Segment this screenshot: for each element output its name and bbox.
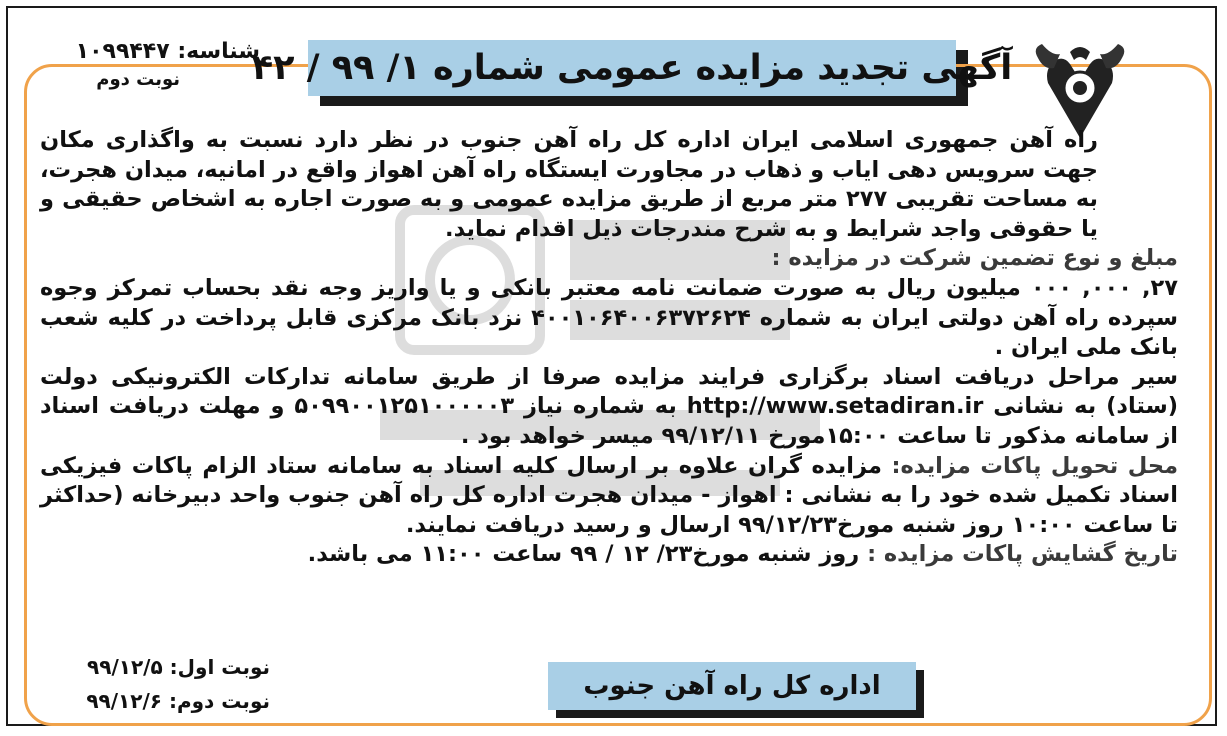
opening-heading: تاریخ گشایش پاکات مزایده : — [867, 541, 1178, 568]
intro-paragraph: راه آهن جمهوری اسلامی ایران اداره کل راه آهن جنوب در نظر دارد نسبت به واگذاری مکان جهت سرویس دهی ایاب و ذهاب در مجاورت ایستگاه راه آهن اهواز واقع در امانیه، میدان هجرت، به مساحت تقریبی ۲۷۷ متر مربع از طریق مزایده عمومی و به صورت اجاره به اشخاص حقیقی و یا حقوقی واجد شرایط و به شرح مندرجات ذیل اقدام نماید. — [40, 127, 1098, 242]
turn-first: نوبت اول: ۹۹/۱۲/۵ — [87, 655, 270, 679]
serial-block — [30, 38, 260, 94]
guarantee-paragraph: ۲۷, ۰۰۰, ۰۰۰ میلیون ریال به صورت ضمانت نامه معتبر بانکی و یا واریز وجه نقد بحساب تمرکز وجوه سپرده راه آهن دولتی ایران به شماره ۴۰۰۱۰۶۴۰۰۶۳۷۲۶۲۴ نزد بانک مرکزی قابل پرداخت در کلیه شعب بانک ملی ایران . — [40, 274, 1179, 361]
organization-box — [548, 662, 916, 710]
announcement-body — [40, 126, 1178, 570]
organization-name: اداره کل راه آهن جنوب — [583, 671, 881, 701]
delivery-text: مزایده گران علاوه بر ارسال کلیه اسناد به سامانه ستاد الزام پاکات فیزیکی اسناد تکمیل شده خود را به نشانی : اهواز - میدان هجرت اداره کل راه آهن جنوب واحد دبیرخانه (حداکثر تا ساعت ۱۰:۰۰ روز شنبه مورخ۹۹/۱۲/۲۳ ارسال و رسید دریافت نمایند. — [40, 452, 1178, 538]
process-paragraph: سیر مراحل دریافت اسناد برگزاری فرایند مزایده صرفا از طریق سامانه تدارکات الکترونیکی دولت (ستاد) به نشانی http://www.setadiran.ir به شماره نیاز ۵۰۹۹۰۰۱۲۵۱۰۰۰۰۰۳ و مهلت دریافت اسناد از سامانه مذکور تا ساعت ۱۵:۰۰مورخ ۹۹/۱۲/۱۱ میسر خواهد بود . — [40, 363, 1178, 449]
serial-label: شناسه: — [177, 39, 260, 64]
title-box — [251, 40, 1013, 96]
guarantee-heading: مبلغ و نوع تضمین شرکت در مزایده : — [771, 245, 1178, 272]
opening-text: روز شنبه مورخ۲۳/ ۱۲ / ۹۹ ساعت ۱۱:۰۰ می باشد. — [307, 541, 860, 568]
serial-number: ۱۰۹۹۴۴۷ — [75, 39, 170, 64]
announcement-title: آگهی تجدید مزایده عمومی شماره ۱/ ۹۹ / ۴۲ — [251, 48, 1013, 88]
serial-turn: نوبت دوم — [96, 69, 180, 90]
turn-second: نوبت دوم: ۹۹/۱۲/۶ — [86, 689, 270, 713]
publication-turns — [50, 650, 270, 718]
delivery-heading: محل تحویل پاکات مزایده: — [891, 452, 1178, 479]
